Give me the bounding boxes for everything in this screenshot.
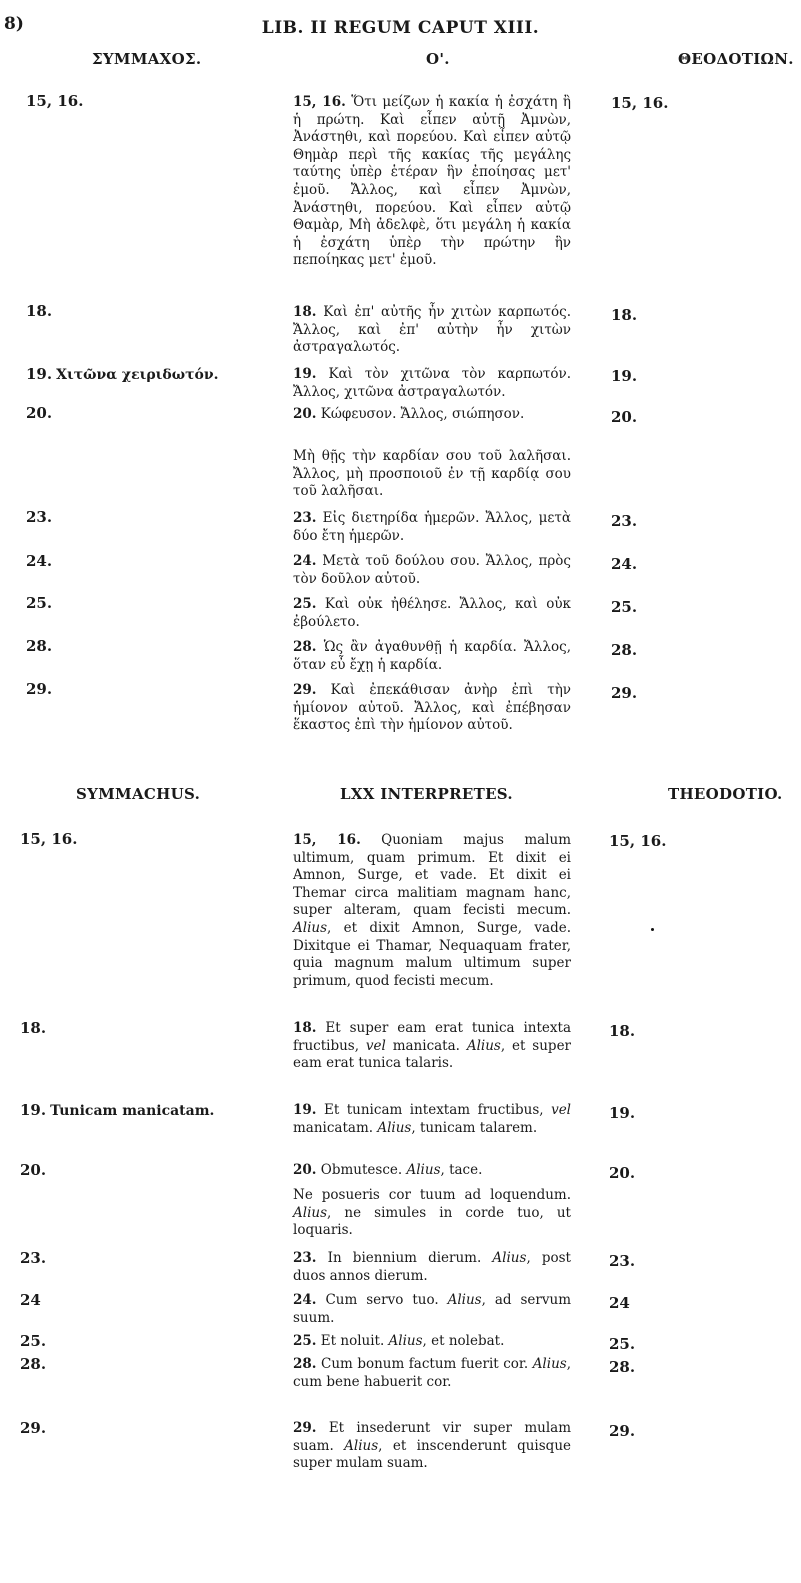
lxx-verse-number: 23. (293, 510, 317, 526)
theodotio-latin-header: THEODOTIO. (668, 785, 783, 803)
lxx-verse-text (293, 1292, 571, 1327)
symmachus-reading (26, 365, 218, 383)
symmachus-verse-number: 19. (20, 1101, 47, 1119)
symmachus-verse-number: 18. (26, 302, 53, 320)
lxx-verse-body: Et super eam erat tunica intexta fructibus, vel manicata. Alius, et super eam erat tunica talaris. (293, 1020, 572, 1072)
lxx-verse-text (293, 1162, 571, 1180)
lxx-verse-number: 23. (293, 1250, 317, 1266)
lxx-verse-body: Μετὰ τοῦ δούλου σου. Ἄλλος, πρὸς τὸν δοῦλον αὐτοῦ. (293, 553, 571, 587)
theodotion-verse-number: 29. (611, 684, 638, 702)
theodotion-verse-number: 19. (611, 367, 638, 385)
lxx-verse-number: 19. (293, 366, 317, 382)
lxx-verse-number: 29. (293, 1420, 317, 1436)
lxx-verse-body: Εἰς διετηρίδα ἡμερῶν. Ἄλλος, μετὰ δύο ἔτη ἡμερῶν. (293, 510, 571, 544)
symmachus-verse-number: 29. (26, 680, 53, 698)
theodotion-verse-number: 23. (609, 1252, 636, 1270)
theodotion-verse-number: 15, 16. (609, 832, 667, 850)
lxx-verse-number: 18. (293, 1020, 317, 1036)
theodotion-verse-number: 20. (609, 1164, 636, 1182)
theodotion-greek-header: ΘΕΟΔΟΤΙΩΝ. (678, 50, 794, 68)
symmachus-verse-number: 28. (20, 1355, 47, 1373)
lxx-verse-number: 28. (293, 1356, 317, 1372)
lxx-verse-body: Ne posueris cor tuum ad loquendum. Alius, ne simules in corde tuo, ut loquaris. (293, 1187, 571, 1239)
lxx-verse-body: Ὡς ἂν ἀγαθυνθῇ ἡ καρδία. Ἄλλος, ὅταν εὖ ἔχῃ ἡ καρδία. (293, 639, 571, 673)
symmachus-verse-number: 28. (26, 637, 53, 655)
lxx-verse-body: Καὶ τὸν χιτῶνα τὸν καρπωτόν. Ἄλλος, χιτῶνα ἀστραγαλωτόν. (293, 366, 571, 400)
lxx-greek-header: Ο'. (426, 50, 450, 68)
lxx-verse-number: 20. (293, 1162, 317, 1178)
theodotion-verse-number: 25. (609, 1335, 636, 1353)
symmachus-verse-number: 25. (26, 594, 53, 612)
lxx-verse-body: Et tunicam intextam fructibus, vel manicatam. Alius, tunicam talarem. (293, 1102, 571, 1136)
symmachus-verse-number: 18. (20, 1019, 47, 1037)
running-head: LIB. II REGUM CAPUT XIII. (261, 18, 540, 38)
theodotion-verse-number: 23. (611, 512, 638, 530)
lxx-verse-body: Quoniam majus malum ultimum, quam primum. Et dixit ei Amnon, Surge, et vade. Et dixit ei Themar circa malitiam magnam hanc, super alteram, quam fecisti mecum. Alius, et dixit Amnon, Surge, vade. Dixitque ei Thamar, Nequaquam frater, quia magnum malum ultimum super primum, quod fecisti mecum. (293, 832, 571, 989)
symmachus-verse-number: 24. (26, 552, 53, 570)
lxx-verse-number: 24. (293, 1292, 317, 1308)
lxx-verse-text (293, 682, 571, 735)
lxx-verse-text (293, 1250, 571, 1285)
symmachus-verse-number: 23. (20, 1249, 47, 1267)
page-number: 8) (4, 14, 24, 34)
lxx-verse-body: Καὶ ἐπ' αὐτῆς ἦν χιτὼν καρπωτός. Ἄλλος, καὶ ἐπ' αὐτὴν ἦν χιτὼν ἀστραγαλωτός. (293, 304, 571, 356)
theodotion-verse-number: 18. (611, 306, 638, 324)
lxx-verse-number: 15, 16. (293, 832, 361, 848)
lxx-latin-header: LXX INTERPRETES. (340, 785, 513, 803)
symmachus-greek-header: ΣΥΜΜΑΧΟΣ. (92, 50, 202, 68)
symmachus-text: Tunicam manicatam. (50, 1103, 215, 1119)
lxx-verse-text (293, 1333, 571, 1351)
theodotion-verse-number: 20. (611, 408, 638, 426)
lxx-verse-text (293, 406, 571, 424)
lxx-verse-number: 25. (293, 1333, 317, 1349)
symmachus-verse-number: 23. (26, 508, 53, 526)
symmachus-text: Χιτῶνα χειριδωτόν. (56, 367, 219, 383)
lxx-verse-body: Et noluit. Alius, et nolebat. (320, 1333, 505, 1349)
lxx-verse-text (293, 1356, 571, 1391)
lxx-verse-body: Καὶ ἐπεκάθισαν ἀνὴρ ἐπὶ τὴν ἡμίονον αὐτοῦ. Ἄλλος, καὶ ἐπέβησαν ἕκαστος ἐπὶ τὴν ἡμίονον αὐτοῦ. (293, 682, 571, 734)
lxx-verse-number: 24. (293, 553, 317, 569)
lxx-verse-body: In biennium dierum. Alius, post duos annos dierum. (293, 1250, 571, 1284)
lxx-verse-text (293, 1187, 571, 1240)
theodotion-verse-number: 25. (611, 598, 638, 616)
lxx-verse-number: 28. (293, 639, 317, 655)
theodotion-verse-number: 15, 16. (611, 94, 669, 112)
symmachus-verse-number: 29. (20, 1419, 47, 1437)
lxx-verse-body: Obmutesce. Alius, tace. (320, 1162, 483, 1178)
lxx-verse-body: Μὴ θῇς τὴν καρδίαν σου τοῦ λαλῆσαι. Ἄλλος, μὴ προσποιοῦ ἐν τῇ καρδίᾳ σου τοῦ λαλῆσαι. (293, 448, 571, 500)
theodotion-verse-number: 28. (609, 1358, 636, 1376)
lxx-verse-number: 25. (293, 596, 317, 612)
symmachus-verse-number: 19. (26, 365, 53, 383)
lxx-verse-text (293, 510, 571, 545)
lxx-verse-text (293, 596, 571, 631)
symmachus-verse-number: 25. (20, 1332, 47, 1350)
stray-dot (651, 928, 654, 931)
theodotion-verse-number: 18. (609, 1022, 636, 1040)
lxx-verse-text (293, 448, 571, 501)
lxx-verse-number: 20. (293, 406, 317, 422)
symmachus-reading (20, 1101, 214, 1119)
symmachus-verse-number: 15, 16. (20, 830, 78, 848)
theodotion-verse-number: 24. (611, 555, 638, 573)
theodotion-verse-number: 29. (609, 1422, 636, 1440)
symmachus-verse-number: 24 (20, 1291, 41, 1309)
lxx-verse-number: 29. (293, 682, 317, 698)
lxx-verse-body: Κώφευσον. Ἄλλος, σιώπησον. (320, 406, 525, 422)
symmachus-latin-header: SYMMACHUS. (76, 785, 201, 803)
lxx-verse-text (293, 639, 571, 674)
lxx-verse-text (293, 553, 571, 588)
lxx-verse-text (293, 366, 571, 401)
lxx-verse-body: Cum servo tuo. Alius, ad servum suum. (293, 1292, 571, 1326)
theodotion-verse-number: 19. (609, 1104, 636, 1122)
lxx-verse-text (293, 1020, 571, 1073)
lxx-verse-body: Καὶ οὐκ ἠθέλησε. Ἄλλος, καὶ οὐκ ἐβούλετο. (293, 596, 571, 630)
theodotion-verse-number: 28. (611, 641, 638, 659)
lxx-verse-number: 15, 16. (293, 94, 346, 110)
lxx-verse-text (293, 94, 571, 270)
lxx-verse-number: 18. (293, 304, 317, 320)
lxx-verse-text (293, 1102, 571, 1137)
lxx-verse-body: Et insederunt vir super mulam suam. Alius, et inscenderunt quisque super mulam suam. (293, 1420, 572, 1472)
lxx-verse-body: Ὅτι μείζων ἡ κακία ἡ ἐσχάτη ἢ ἡ πρώτη. Καὶ εἶπεν αὐτῇ Ἀμνὼν, Ἀνάστηθι, καὶ πορεύου. Καὶ εἶπεν αὐτῷ Θημὰρ περὶ τῆς κακίας τῆς μεγάλης ταύτης ὑπὲρ ἑτέραν ἣν ἐποίησας μετ' ἐμοῦ. Ἄλλος, καὶ εἶπεν Ἀμνὼν, Ἀνάστηθι, πορεύου. Καὶ εἶπεν αὐτῷ Θαμὰρ, Μὴ ἀδελφὲ, ὅτι μεγάλη ἡ κακία ἡ ἐσχάτη ὑπὲρ τὴν πρώτην ἣν πεποίηκας μετ' ἐμοῦ. (293, 94, 572, 269)
lxx-verse-text (293, 1420, 571, 1473)
theodotion-verse-number: 24 (609, 1294, 630, 1312)
symmachus-verse-number: 20. (20, 1161, 47, 1179)
lxx-verse-text (293, 304, 571, 357)
lxx-verse-text (293, 832, 571, 990)
symmachus-verse-number: 15, 16. (26, 92, 84, 110)
symmachus-verse-number: 20. (26, 404, 53, 422)
lxx-verse-number: 19. (293, 1102, 317, 1118)
lxx-verse-body: Cum bonum factum fuerit cor. Alius, cum bene habuerit cor. (293, 1356, 571, 1390)
